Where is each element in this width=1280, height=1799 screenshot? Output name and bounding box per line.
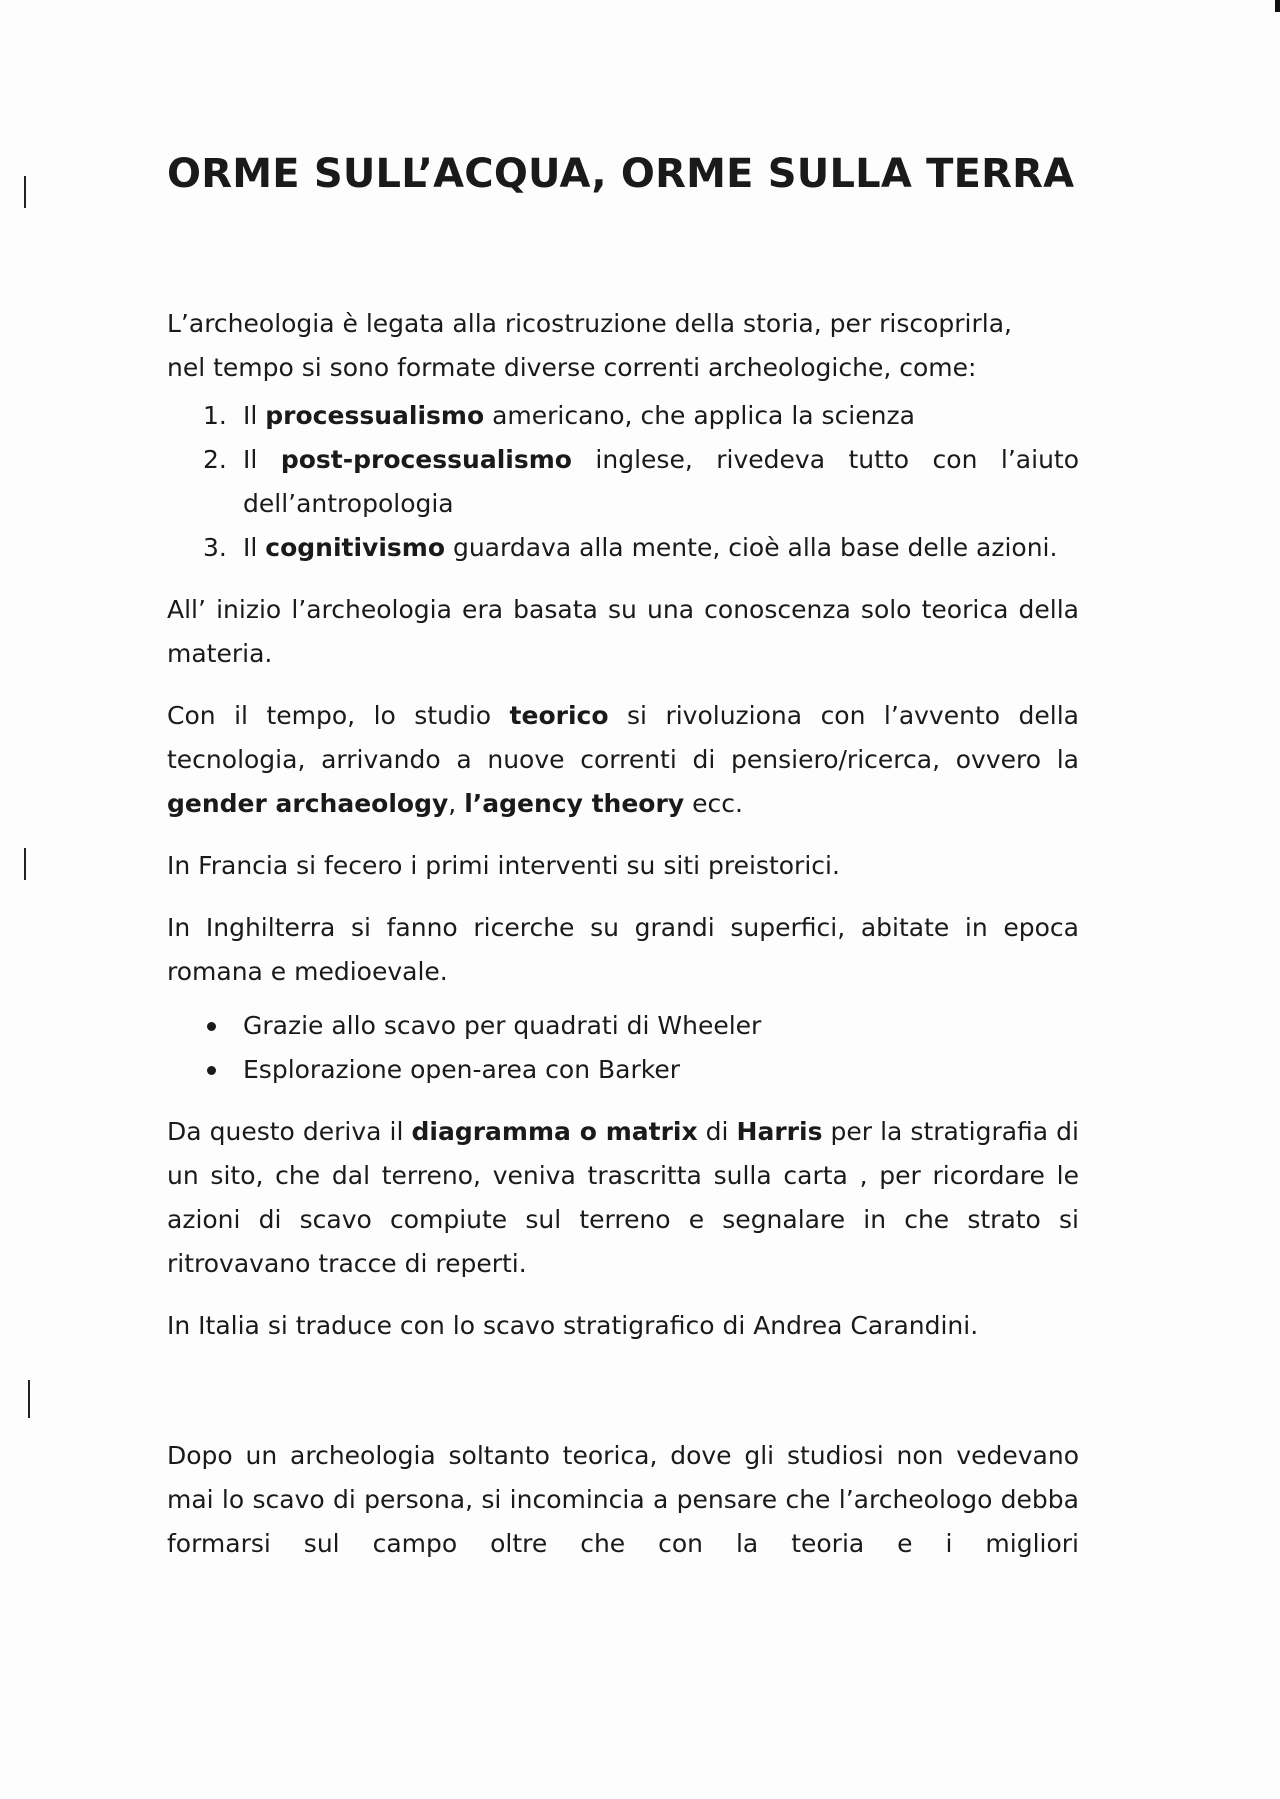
intro-line-2: nel tempo si sono formate diverse correnti archeologiche, come: bbox=[167, 353, 977, 382]
term-bold: processualismo bbox=[265, 401, 485, 430]
paragraph-inizio: All’ inizio l’archeologia era basata su una conoscenza solo teorica della materia. bbox=[167, 595, 1079, 668]
paragraph-francia: In Francia si fecero i primi interventi su siti preistorici. bbox=[167, 851, 840, 880]
paragraph-tempo: Con il tempo, lo studio teorico si rivoluziona con l’avvento della tecnologia, arrivando a nuove correnti di pensiero/ricerca, ovvero la gender archaeology, l’agency theory ecc. bbox=[167, 701, 1079, 818]
list-item: 2. Il post-processualismo inglese, rivedeva tutto con l’aiuto dell’antropologia bbox=[167, 438, 1079, 526]
list-item: Grazie allo scavo per quadrati di Wheeler bbox=[167, 1004, 1079, 1048]
bullet-icon bbox=[207, 1022, 216, 1031]
list-item: 1. Il processualismo americano, che applica la scienza bbox=[167, 394, 1079, 438]
paragraph-italia: In Italia si traduce con lo scavo stratigrafico di Andrea Carandini. bbox=[167, 1311, 979, 1340]
term-bold: l’agency theory bbox=[464, 789, 685, 818]
intro-paragraph bbox=[167, 302, 1079, 390]
paragraph-inghilterra: In Inghilterra si fanno ricerche su grandi superfici, abitate in epoca romana e medioevale. bbox=[167, 913, 1079, 986]
scan-margin-mark bbox=[24, 848, 26, 880]
term-bold: diagramma o matrix bbox=[411, 1117, 698, 1146]
list-item: 3. Il cognitivismo guardava alla mente, cioè alla base delle azioni. bbox=[167, 526, 1079, 570]
scan-corner-mark bbox=[1275, 0, 1280, 12]
intro-line-1: L’archeologia è legata alla ricostruzione della storia, per riscoprirla, bbox=[167, 309, 1012, 338]
term-bold: teorico bbox=[509, 701, 609, 730]
scan-margin-mark bbox=[24, 176, 26, 208]
list-item: Esplorazione open-area con Barker bbox=[167, 1048, 1079, 1092]
term-bold: gender archaeology bbox=[167, 789, 449, 818]
document-body bbox=[167, 150, 1079, 1566]
list-number: 1. bbox=[203, 401, 227, 430]
term-bold: post-processualismo bbox=[280, 445, 572, 474]
list-number: 2. bbox=[203, 445, 227, 474]
term-bold: Harris bbox=[736, 1117, 823, 1146]
term-bold: cognitivismo bbox=[265, 533, 446, 562]
excavation-methods-list bbox=[167, 1004, 1079, 1092]
archaeological-currents-list bbox=[167, 394, 1079, 570]
bullet-icon bbox=[207, 1066, 216, 1075]
paragraph-harris: Da questo deriva il diagramma o matrix di Harris per la stratigrafia di un sito, che dal terreno, veniva trascritta sulla carta , per ricordare le azioni di scavo compiute sul terreno e segnalare in che strato si ritrovavano tracce di reperti. bbox=[167, 1117, 1079, 1278]
list-number: 3. bbox=[203, 533, 227, 562]
scan-margin-mark bbox=[28, 1380, 30, 1418]
document-title: ORME SULL’ACQUA, ORME SULLA TERRA bbox=[167, 151, 1075, 197]
paragraph-dopo: Dopo un archeologia soltanto teorica, dove gli studiosi non vedevano mai lo scavo di persona, si incomincia a pensare che l’archeologo debba formarsi sul campo oltre che con la teoria e i migliori bbox=[167, 1441, 1079, 1558]
